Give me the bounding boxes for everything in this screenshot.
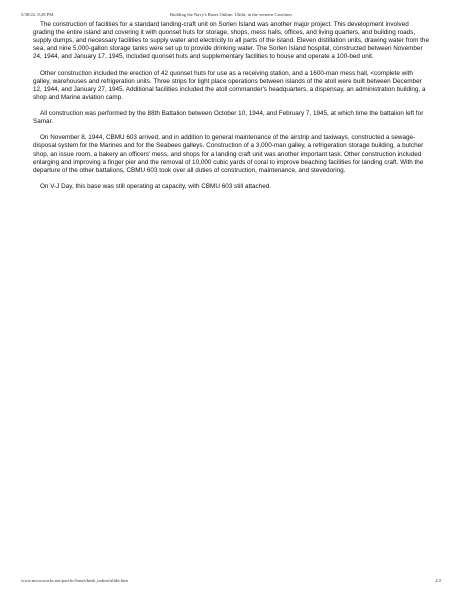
paragraph-sorlen-island: The construction of facilities for a standard landing-craft unit on Sorlen Island was another major project. This development involved grading the entire island and covering it with quonset huts for storage, shops, mess halls, offices, and living quarters, and building roads, supply dumps, and necessary facilities to supply water and electricity to all parts of the island. Eleven distillation units, drawing water from the sea, and nine 5,000-gallon storage tanks were set up to provide drinking water. The Sorlen Island hospital, constructed between November 24, 1944, and January 17, 1945, included quonset huts and supplementary facilities to house and operate a 100-bed unit. (33, 21, 429, 61)
paragraph-cbmu-603: On November 8, 1944, CBMU 603 arrived, and in addition to general maintenance of the airstrip and taxiways, constructed a sewage-disposal system for the Marines and for the Seabees galleys. Construction of a 3,000-man galley, a refrigeration storage building, a butcher shop, an issue room, a bakery an officers' mess, and shops for a landing craft unit was another important task. Other construction included enlarging and improving a finger pier and the removal of 10,000 cubic yards of coral to improve beaching facilities for landing craft. With the departure of the other battalions, CBMU 603 took over all duties of construction, maintenance, and stevedoring. (33, 134, 424, 174)
print-footer (21, 578, 441, 586)
print-url: www.microworks.net/pacific/bases/btnb_online/ulithi.htm (21, 578, 128, 583)
paragraph-88th-battalion: All construction was performed by the 88th Battalion between October 10, 1944, and February 7, 1945, at which time the battalion left for Samar. (33, 110, 424, 126)
paragraph-vj-day: On V-J Day, this base was still operating at capacity, with CBMU 603 still attached. (40, 182, 272, 190)
page-number: 2/2 (435, 578, 441, 583)
print-datetime: 5/30/22, 8:28 PM (21, 12, 54, 17)
print-header (21, 12, 441, 20)
print-page-title: Building the Navy's Bases Online: Ulithi, in the western Carolines (169, 12, 293, 17)
article-body (33, 21, 430, 199)
paragraph-other-construction: Other construction included the erection of 42 quonset huts for use as a receiving station, and a 1600-man mess hall, <complete with galley, warehouses and refrigeration units. Three strips for light place operations between islands of the atoll were built between December 12, 1944, and January 27, 1945. Additional facilities included the atoll commander's headquarters, a dispensay, an administration building, a shop and Marine aviation camp. (33, 69, 426, 101)
